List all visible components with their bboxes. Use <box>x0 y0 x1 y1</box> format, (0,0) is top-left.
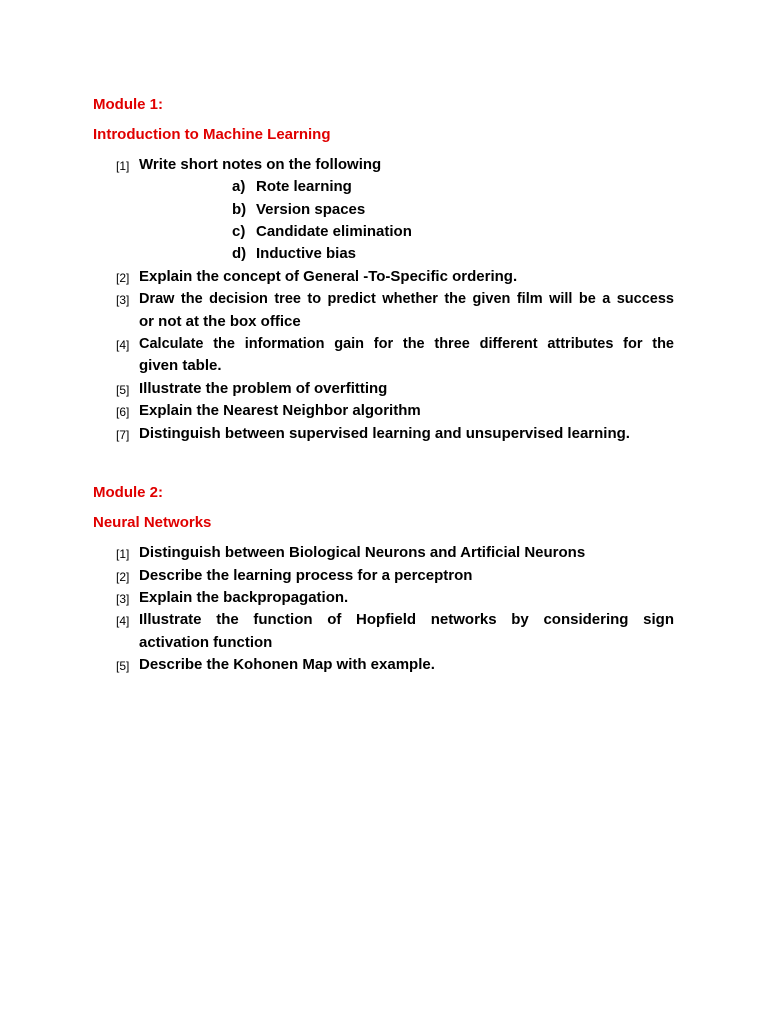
subitem-letter: c) <box>232 223 246 240</box>
question-number: [5] <box>116 383 130 397</box>
question-text: Calculate the information gain for the three different attributes for the <box>139 336 674 352</box>
module-1-title: Module 1: <box>93 96 163 113</box>
question-number: [3] <box>116 293 130 307</box>
question-number: [2] <box>116 570 130 584</box>
question-text-continued: given table. <box>139 357 222 374</box>
module-2-title: Module 2: <box>93 484 163 501</box>
module-2-subtitle: Neural Networks <box>93 514 212 531</box>
question-number: [1] <box>116 159 130 173</box>
subitem-letter: a) <box>232 178 246 195</box>
subitem-text: Version spaces <box>256 201 366 218</box>
question-text: Explain the concept of General -To-Specific ordering. <box>139 268 518 285</box>
question-text: Explain the Nearest Neighbor algorithm <box>139 402 421 419</box>
subitem-text: Candidate elimination <box>256 223 412 240</box>
question-text: Write short notes on the following <box>139 156 382 173</box>
question-text: Distinguish between supervised learning and unsupervised learning. <box>139 425 630 442</box>
question-number: [4] <box>116 614 130 628</box>
question-text-continued: or not at the box office <box>139 313 301 330</box>
question-number: [6] <box>116 405 130 419</box>
question-text: Illustrate the function of Hopfield networks by considering sign <box>139 611 674 628</box>
question-number: [2] <box>116 271 130 285</box>
question-number: [3] <box>116 592 130 606</box>
subitem-letter: b) <box>232 201 247 218</box>
question-text-continued: activation function <box>139 634 273 651</box>
question-number: [4] <box>116 338 130 352</box>
question-number: [1] <box>116 547 130 561</box>
question-text: Illustrate the problem of overfitting <box>139 380 388 397</box>
question-number: [7] <box>116 428 130 442</box>
module-1-subtitle: Introduction to Machine Learning <box>93 126 331 143</box>
question-text: Describe the learning process for a perceptron <box>139 567 473 584</box>
question-number: [5] <box>116 659 130 673</box>
question-text: Distinguish between Biological Neurons and Artificial Neurons <box>139 544 586 561</box>
question-text: Explain the backpropagation. <box>139 589 349 606</box>
subitem-text: Inductive bias <box>256 245 357 262</box>
question-text: Describe the Kohonen Map with example. <box>139 656 435 673</box>
subitem-letter: d) <box>232 245 247 262</box>
subitem-text: Rote learning <box>256 178 352 195</box>
question-text: Draw the decision tree to predict whether the given film will be a success <box>139 291 674 307</box>
